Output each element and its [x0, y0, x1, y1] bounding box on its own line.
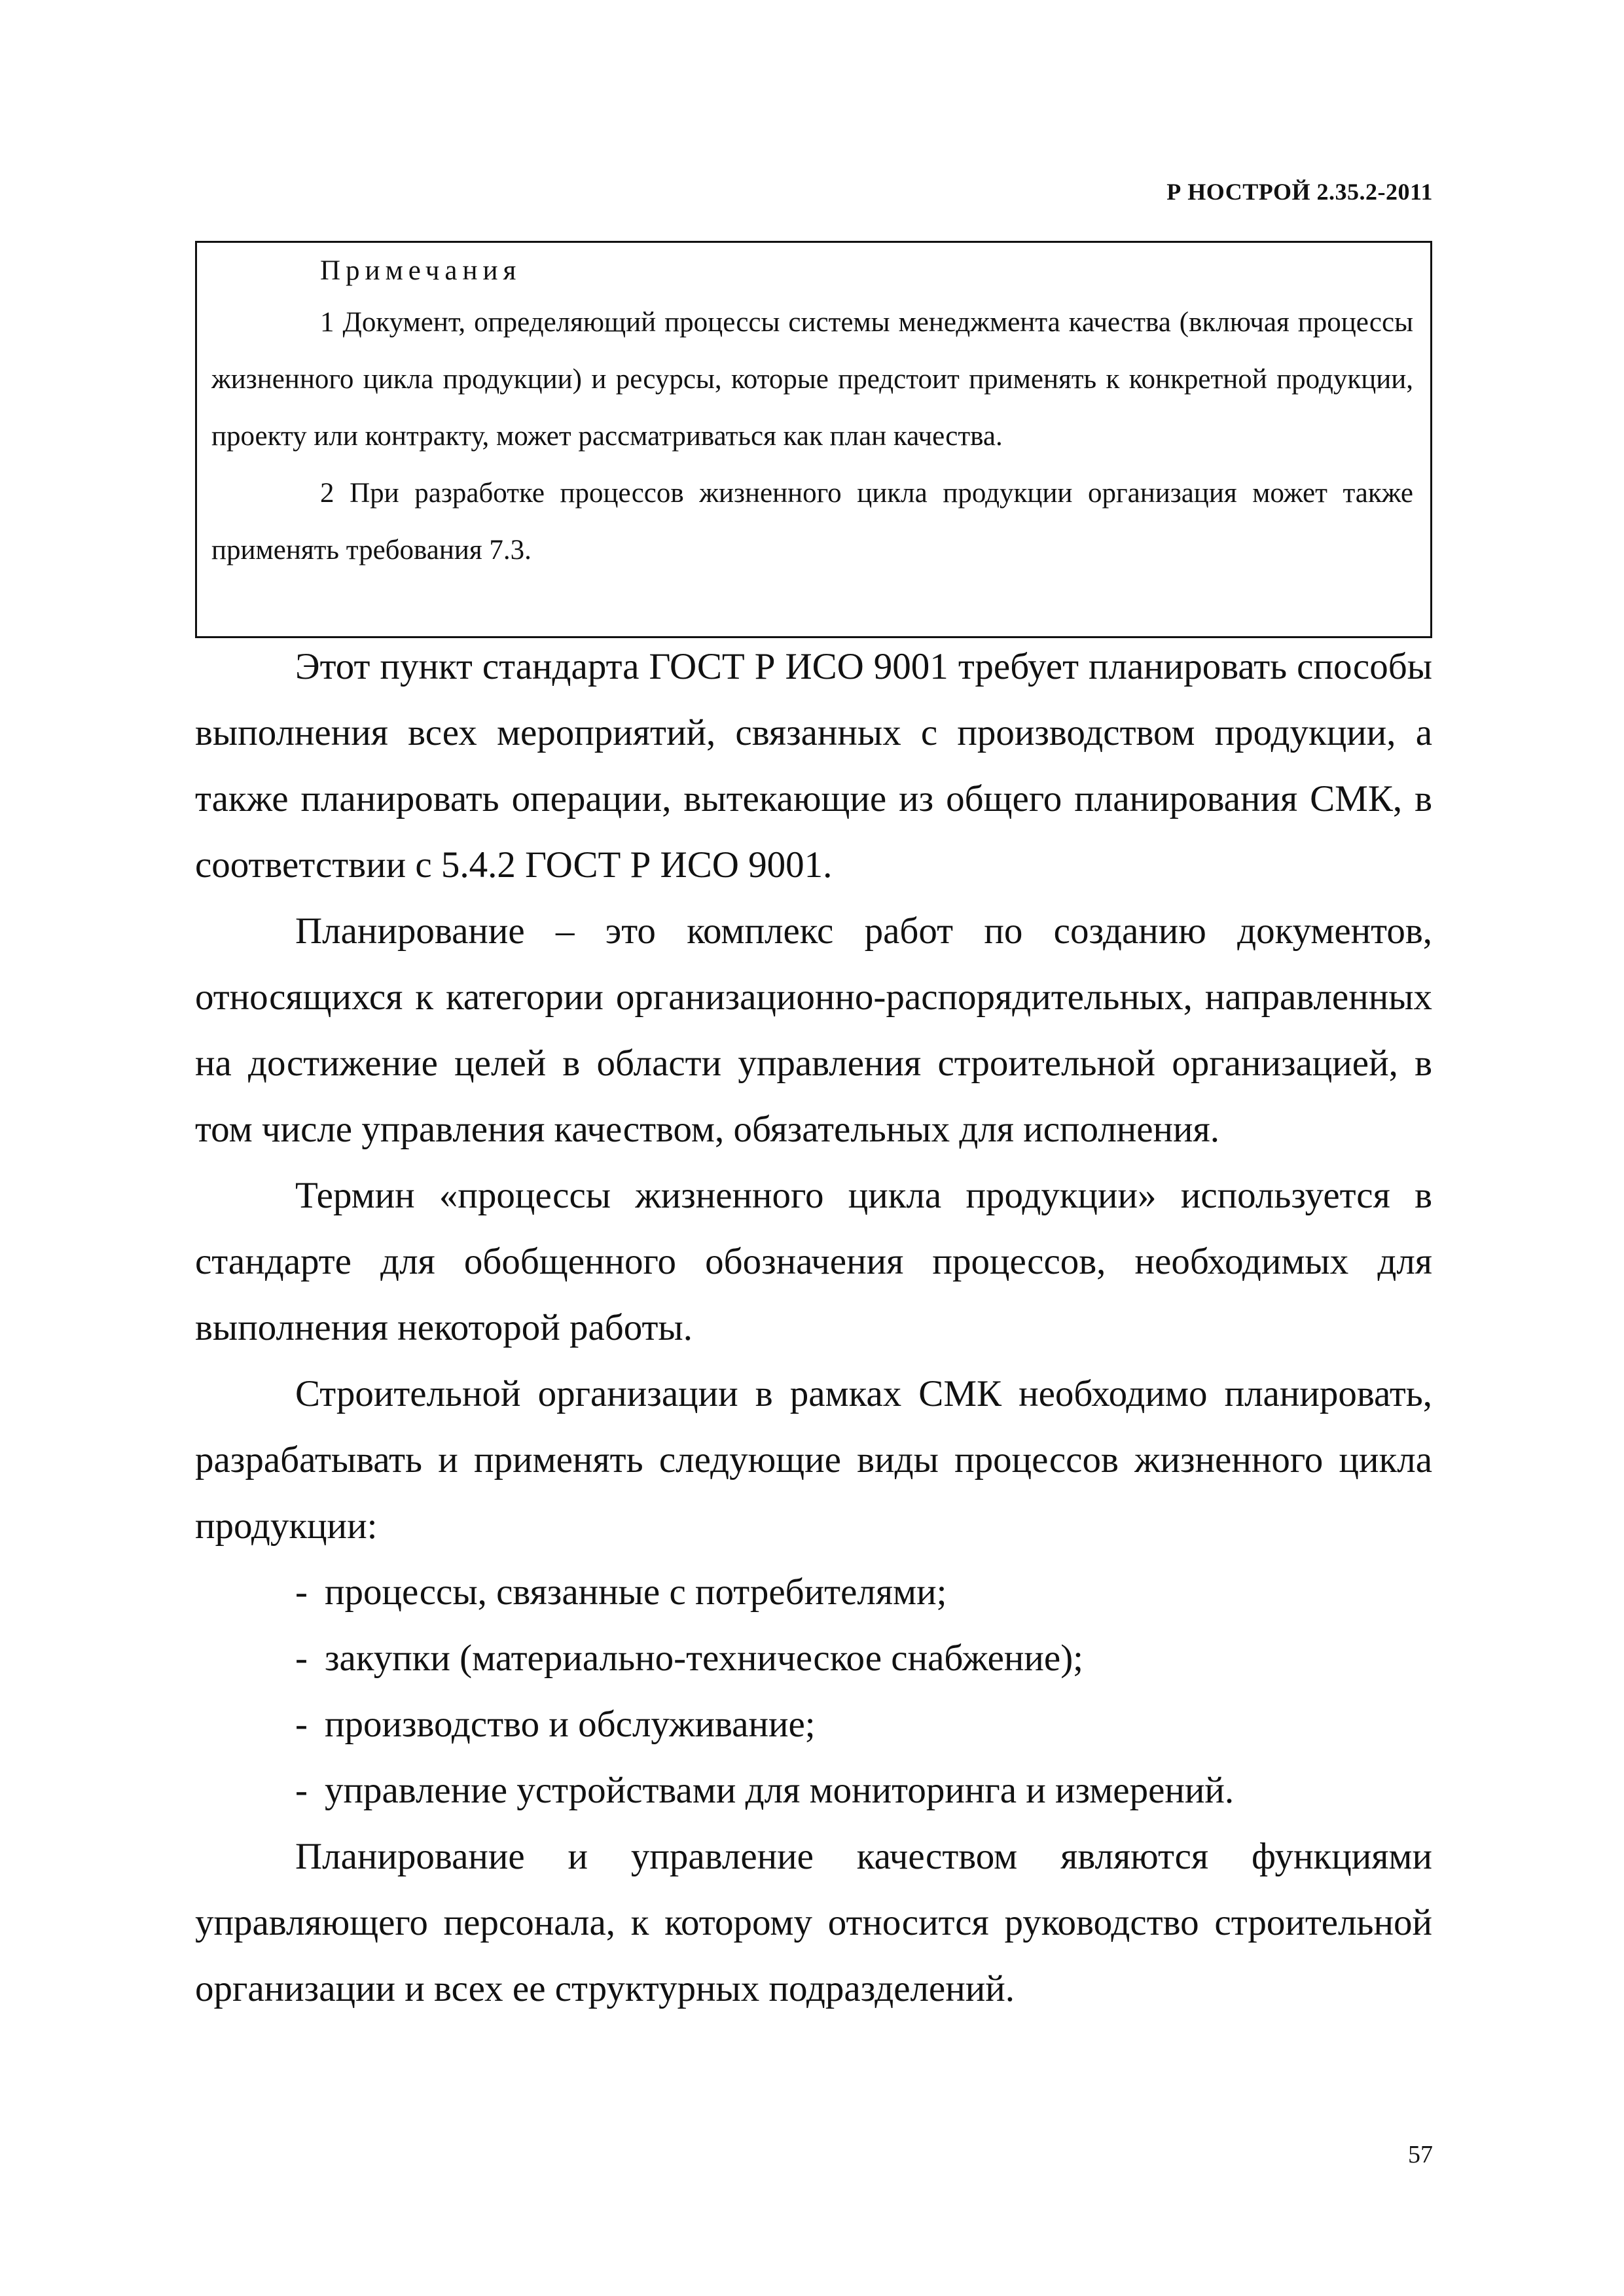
- document-code: Р НОСТРОЙ 2.35.2-2011: [1166, 179, 1433, 205]
- body-text: [195, 634, 1432, 2022]
- notes-box: [195, 241, 1432, 638]
- paragraph: Этот пункт стандарта ГОСТ Р ИСО 9001 требует планировать способы выполнения всех мероприятий, связанных с производством продукции, а также планировать операции, вытекающие из общего планирования СМК, в соответствии с 5.4.2 ГОСТ Р ИСО 9001.: [195, 646, 1432, 886]
- paragraph: Строительной организации в рамках СМК необходимо планировать, разрабатывать и применять следующие виды процессов жизненного цикла продукции:: [195, 1373, 1432, 1547]
- list-marker: -: [295, 1638, 308, 1679]
- list-item: [195, 1757, 1432, 1823]
- list-item-text: управление устройствами для мониторинга и измерений.: [325, 1770, 1235, 1811]
- list-item-text: процессы, связанные с потребителями;: [325, 1571, 947, 1613]
- list-item: [195, 1625, 1432, 1691]
- closing-paragraph: Планирование и управление качеством являются функциями управляющего персонала, к которому относится руководство строительной организации и всех ее структурных подразделений.: [195, 1836, 1432, 2009]
- process-list: [195, 1559, 1432, 1823]
- list-marker: -: [295, 1704, 308, 1745]
- notes-title: Примечания: [320, 255, 522, 286]
- list-item-text: производство и обслуживание;: [325, 1704, 816, 1745]
- paragraph: Планирование – это комплекс работ по созданию документов, относящихся к категории организационно-распорядительных, направленных на достижение целей в области управления строительной организацией, в том числе управления качеством, обязательных для исполнения.: [195, 910, 1432, 1150]
- paragraph: Термин «процессы жизненного цикла продукции» используется в стандарте для обобщенного обозначения процессов, необходимых для выполнения некоторой работы.: [195, 1175, 1432, 1348]
- list-item: [195, 1691, 1432, 1757]
- list-item: [195, 1559, 1432, 1625]
- list-item-text: закупки (материально-техническое снабжение);: [325, 1638, 1084, 1679]
- note-item: 2 При разработке процессов жизненного цикла продукции организация может также применять требования 7.3.: [211, 478, 1413, 565]
- list-marker: -: [295, 1571, 308, 1613]
- list-marker: -: [295, 1770, 308, 1811]
- note-item: 1 Документ, определяющий процессы системы менеджмента качества (включая процессы жизненного цикла продукции) и ресурсы, которые предстоит применять к конкретной продукции, проекту или контракту, может рассматриваться как план качества.: [211, 307, 1413, 452]
- page-number: 57: [1408, 2141, 1433, 2168]
